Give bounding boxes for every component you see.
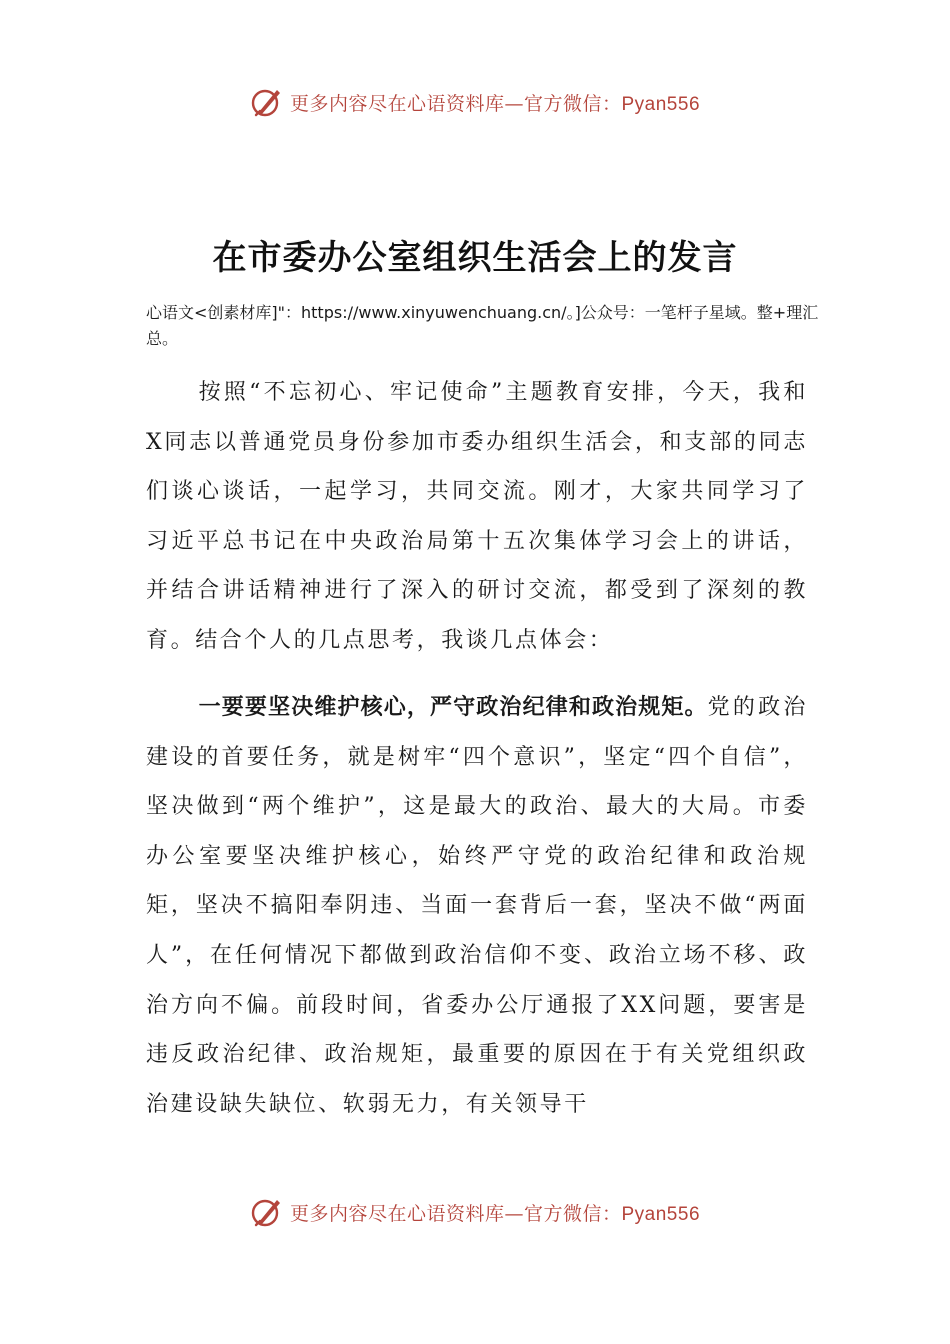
- banner-text: 更多内容尽在心语资料库—官方微信：Pyan556: [289, 92, 701, 115]
- banner-wechat-id: Pyan556: [621, 93, 701, 115]
- paragraph-1: [146, 368, 808, 666]
- document-title: 在市委办公室组织生活会上的发言: [212, 238, 738, 278]
- quill-pen-logo-icon: [250, 85, 284, 119]
- top-watermark-banner: [0, 80, 950, 124]
- paragraph-2-lead: 一要要坚决维护核心，严守政治纪律和政治规矩。: [198, 695, 708, 720]
- banner-wechat-id: Pyan556: [621, 1203, 701, 1225]
- banner-text: 更多内容尽在心语资料库—官方微信：Pyan556: [289, 1202, 701, 1225]
- paragraph-2: [146, 683, 808, 1129]
- paragraph-2-text: 党的政治建设的首要任务，就是树牢“四个意识”，坚定“四个自信”，坚决做到“两个维护”，这是最大的政治、最大的大局。市委办公室要坚决维护核心，始终严守党的政治纪律和政治规矩，坚决不搞阳奉阴违、当面一套背后一套，坚决不做“两面人”，在任何情况下都做到政治信仰不变、政治立场不移、政治方向不偏。前段时间，省委办公厅通报了XX问题，要害是违反政治纪律、政治规矩，最重要的原因在于有关党组织政治建设缺失缺位、软弱无力，有关领导干: [146, 695, 808, 1117]
- paragraph-1-text: 按照“不忘初心、牢记使命”主题教育安排，今天，我和X同志以普通党员身份参加市委办组织生活会，和支部的同志们谈心谈话，一起学习，共同交流。刚才，大家共同学习了习近平总书记在中央政治局第十五次集体学习会上的讲话，并结合讲话精神进行了深入的研讨交流，都受到了深刻的教育。结合个人的几点思考，我谈几点体会：: [146, 380, 808, 653]
- bottom-watermark-banner: [0, 1190, 950, 1234]
- source-line: 心语文<创素材库]"：https://www.xinyuwenchuang.cn/。]公众号：一笔杆子星域。整+理汇总。: [146, 303, 819, 348]
- quill-pen-logo-icon: [250, 1195, 284, 1229]
